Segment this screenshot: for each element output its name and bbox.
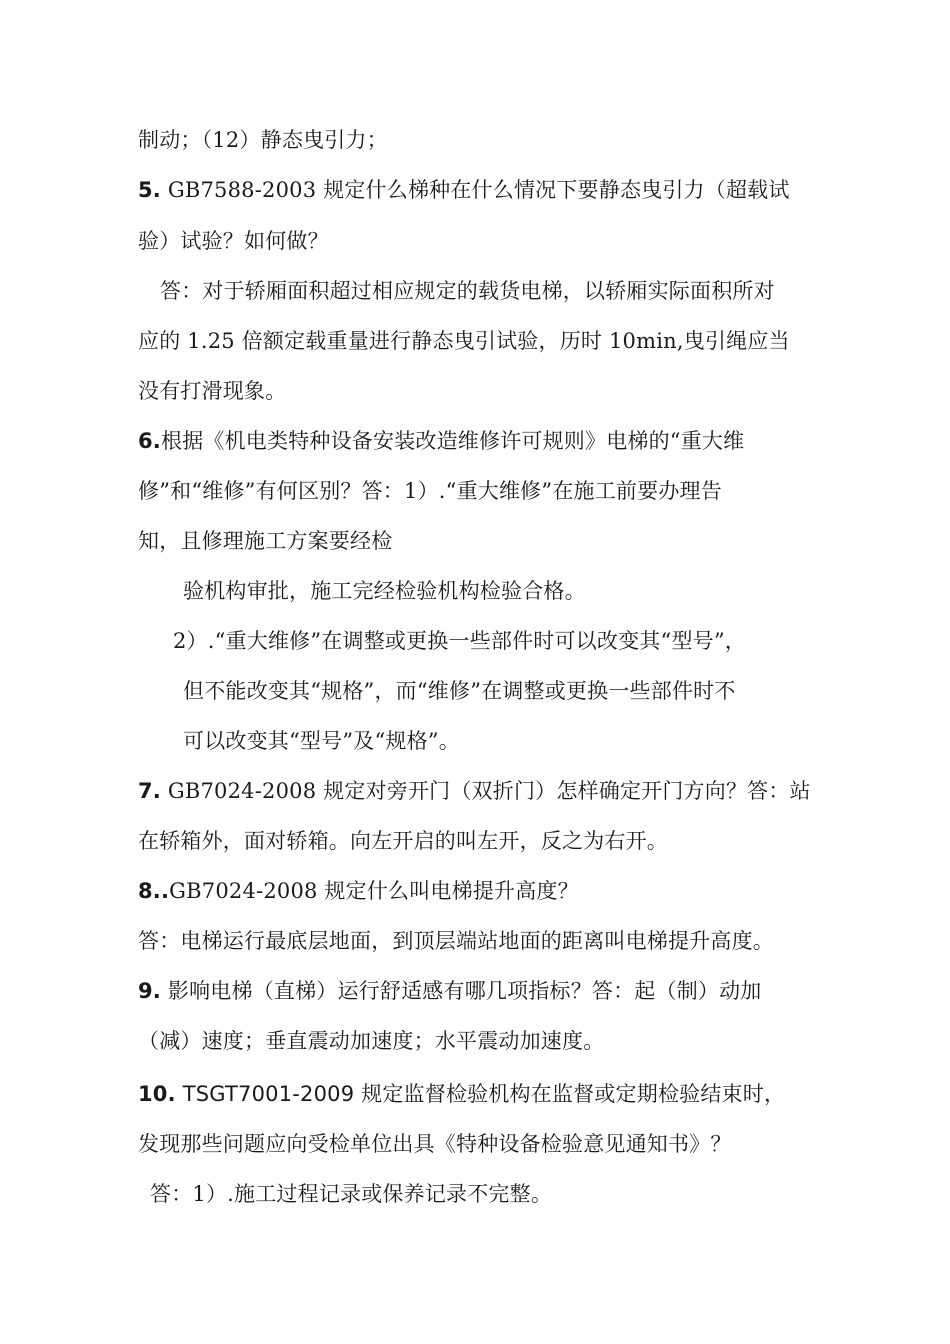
question-9: [138, 978, 762, 1004]
text-line: 验机构审批，施工完经检验机构检验合格。: [183, 579, 586, 603]
text-line: 没有打滑现象。: [138, 379, 287, 403]
question-text: TSGT7001-2009 规定监督检验机构在监督或定期检验结束时，: [182, 1082, 786, 1106]
text-line: 制动；（12）静态曳引力；: [138, 128, 388, 152]
text-line: 但不能改变其“规格”，而“维修”在调整或更换一些部件时不: [183, 679, 736, 703]
question-text: GB7024-2008 规定什么叫电梯提升高度？: [169, 879, 579, 903]
question-number: 6.: [138, 429, 161, 453]
text-line: 发现那些问题应向受检单位出具《特种设备检验意见通知书》？: [138, 1132, 732, 1156]
answer-line: 答：对于轿厢面积超过相应规定的载货电梯，以轿厢实际面积所对: [160, 279, 775, 303]
question-number: 5.: [138, 178, 161, 202]
text-line: 知，且修理施工方案要经检: [138, 529, 393, 553]
text-line: 修”和“维修”有何区别？答：1）.“重大维修”在施工前要办理告: [138, 479, 722, 503]
question-number: 8..: [138, 879, 170, 903]
text-line: （减）速度；垂直震动加速度；水平震动加速度。: [138, 1029, 605, 1053]
text-line: 应的 1.25 倍额定载重量进行静态曳引试验，历时 10min,曳引绳应当: [138, 329, 790, 353]
question-text: 影响电梯（直梯）运行舒适感有哪几项指标？答：起（制）动加: [167, 979, 762, 1003]
question-number: 10.: [138, 1082, 176, 1106]
text-line: 在轿箱外，面对轿箱。向左开启的叫左开，反之为右开。: [138, 829, 668, 853]
answer-line: 答：电梯运行最底层地面，到顶层端站地面的距离叫电梯提升高度。: [138, 929, 774, 953]
answer-line: 答：1）.施工过程记录或保养记录不完整。: [150, 1182, 553, 1206]
question-text: GB7588-2003 规定什么梯种在什么情况下要静态曳引力（超载试: [167, 178, 790, 202]
question-5: [138, 177, 790, 203]
question-text: GB7024-2008 规定对旁开门（双折门）怎样确定开门方向？答：站: [167, 779, 811, 803]
question-10: [138, 1081, 785, 1107]
question-7: [138, 778, 811, 804]
text-line: 验）试验？如何做？: [138, 229, 329, 253]
question-number: 7.: [138, 779, 161, 803]
question-number: 9.: [138, 979, 161, 1003]
question-text: 根据《机电类特种设备安装改造维修许可规则》电梯的“重大维: [161, 429, 745, 453]
question-6: [138, 428, 744, 454]
text-line: 可以改变其“型号”及“规格”。: [183, 729, 460, 753]
question-8: [138, 878, 579, 904]
text-line: 2）.“重大维修”在调整或更换一些部件时可以改变其“型号”，: [173, 629, 746, 653]
